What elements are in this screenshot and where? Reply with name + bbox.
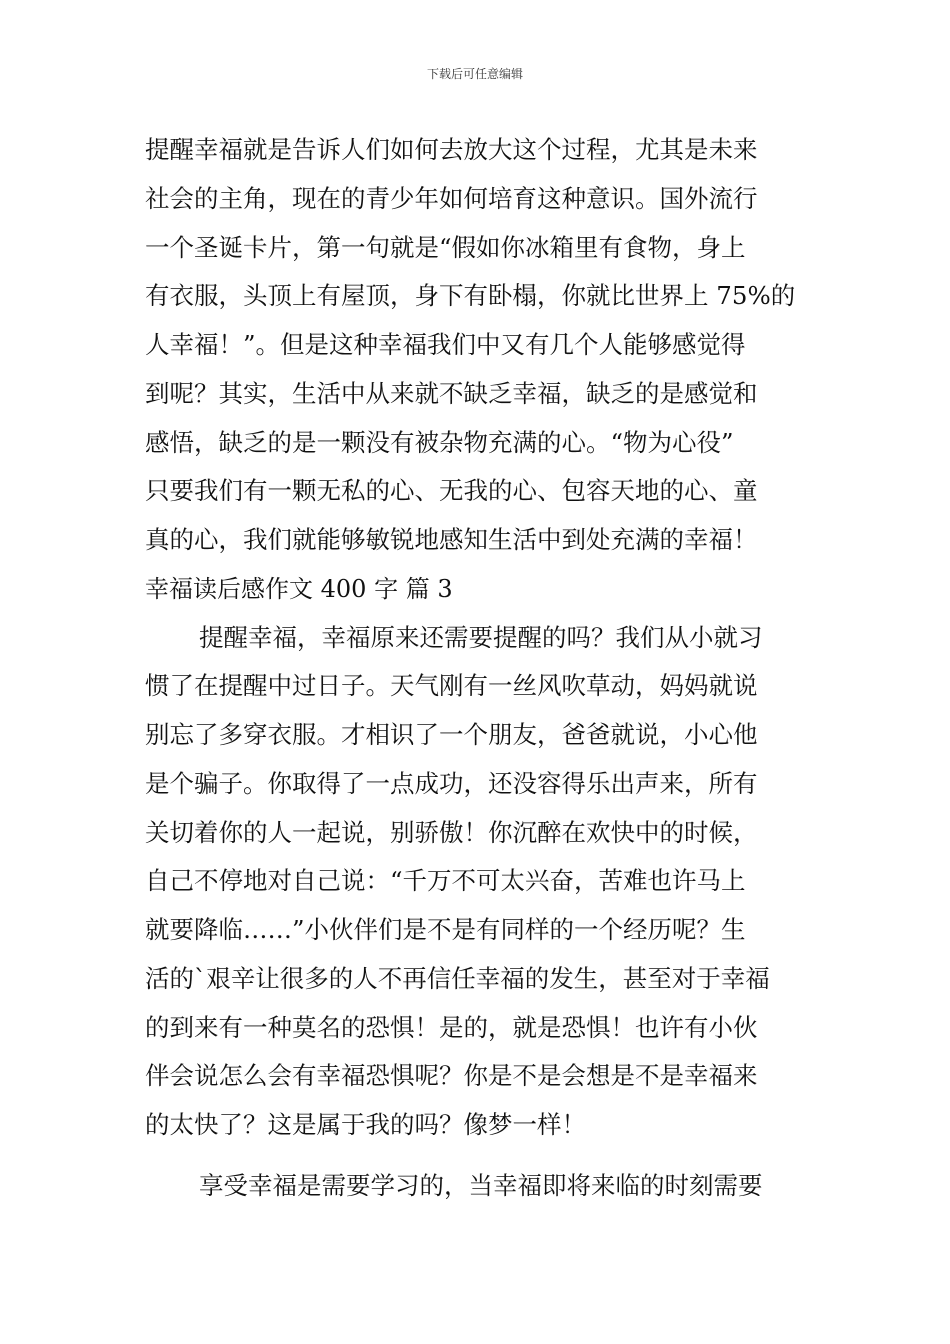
text-line: 提醒幸福，幸福原来还需要提醒的吗？我们从小就习	[199, 622, 763, 652]
text-line: 的到来有一种莫名的恐惧！是的，就是恐惧！也许有小伙	[145, 1012, 758, 1042]
page-header: 下载后可任意编辑	[426, 67, 523, 81]
text-line: 活的`艰辛让很多的人不再信任幸福的发生，甚至对于幸福	[145, 963, 770, 993]
text-line: 享受幸福是需要学习的，当幸福即将来临的时刻需要	[199, 1170, 763, 1200]
text-line: 别忘了多穿衣服。才相识了一个朋友，爸爸就说，小心他	[145, 720, 758, 749]
text-line: 的太快了？这是属于我的吗？像梦一样！	[145, 1110, 586, 1139]
paragraph-2	[145, 614, 825, 1150]
paragraph-3	[145, 1162, 825, 1211]
text-line: 就要降临……”小伙伴们是不是有同样的一个经历呢？生	[145, 915, 746, 944]
text-line: 真的心，我们就能够敏锐地感知生活中到处充满的幸福！	[145, 525, 758, 554]
text-line: 关切着你的人一起说，别骄傲！你沉醉在欢快中的时候，	[145, 817, 758, 847]
document-body	[145, 126, 825, 1211]
text-line: 人幸福！”。但是这种幸福我们中又有几个人能够感觉得	[145, 330, 746, 359]
text-line: 社会的主角，现在的青少年如何培育这种意识。国外流行	[145, 183, 758, 213]
text-line: 是个骗子。你取得了一点成功，还没容得乐出声来，所有	[145, 768, 758, 798]
text-line: 只要我们有一颗无私的心、无我的心、包容天地的心、童	[145, 476, 758, 506]
text-line: 自己不停地对自己说：“千万不可太兴奋，苦难也许马上	[145, 866, 746, 896]
text-line: 到呢？其实，生活中从来就不缺乏幸福，缺乏的是感觉和	[145, 378, 758, 408]
text-line: 伴会说怎么会有幸福恐惧呢？你是不是会想是不是幸福来	[145, 1061, 758, 1091]
text-line: 一个圣诞卡片，第一句就是“假如你冰箱里有食物，身上	[145, 232, 746, 262]
text-line: 惯了在提醒中过日子。天气刚有一丝风吹草动，妈妈就说	[145, 671, 758, 701]
text-line: 感悟，缺乏的是一颗没有被杂物充满的心。“物为心役”	[145, 427, 734, 457]
paragraph-1	[145, 126, 825, 565]
text-line: 有衣服，头顶上有屋顶，身下有卧榻，你就比世界上 75%的	[145, 281, 796, 311]
section-heading: 幸福读后感作文 400 字 篇 3	[145, 574, 453, 603]
text-line: 提醒幸福就是告诉人们如何去放大这个过程，尤其是未来	[145, 135, 758, 164]
paragraph-spacer	[145, 1150, 825, 1162]
